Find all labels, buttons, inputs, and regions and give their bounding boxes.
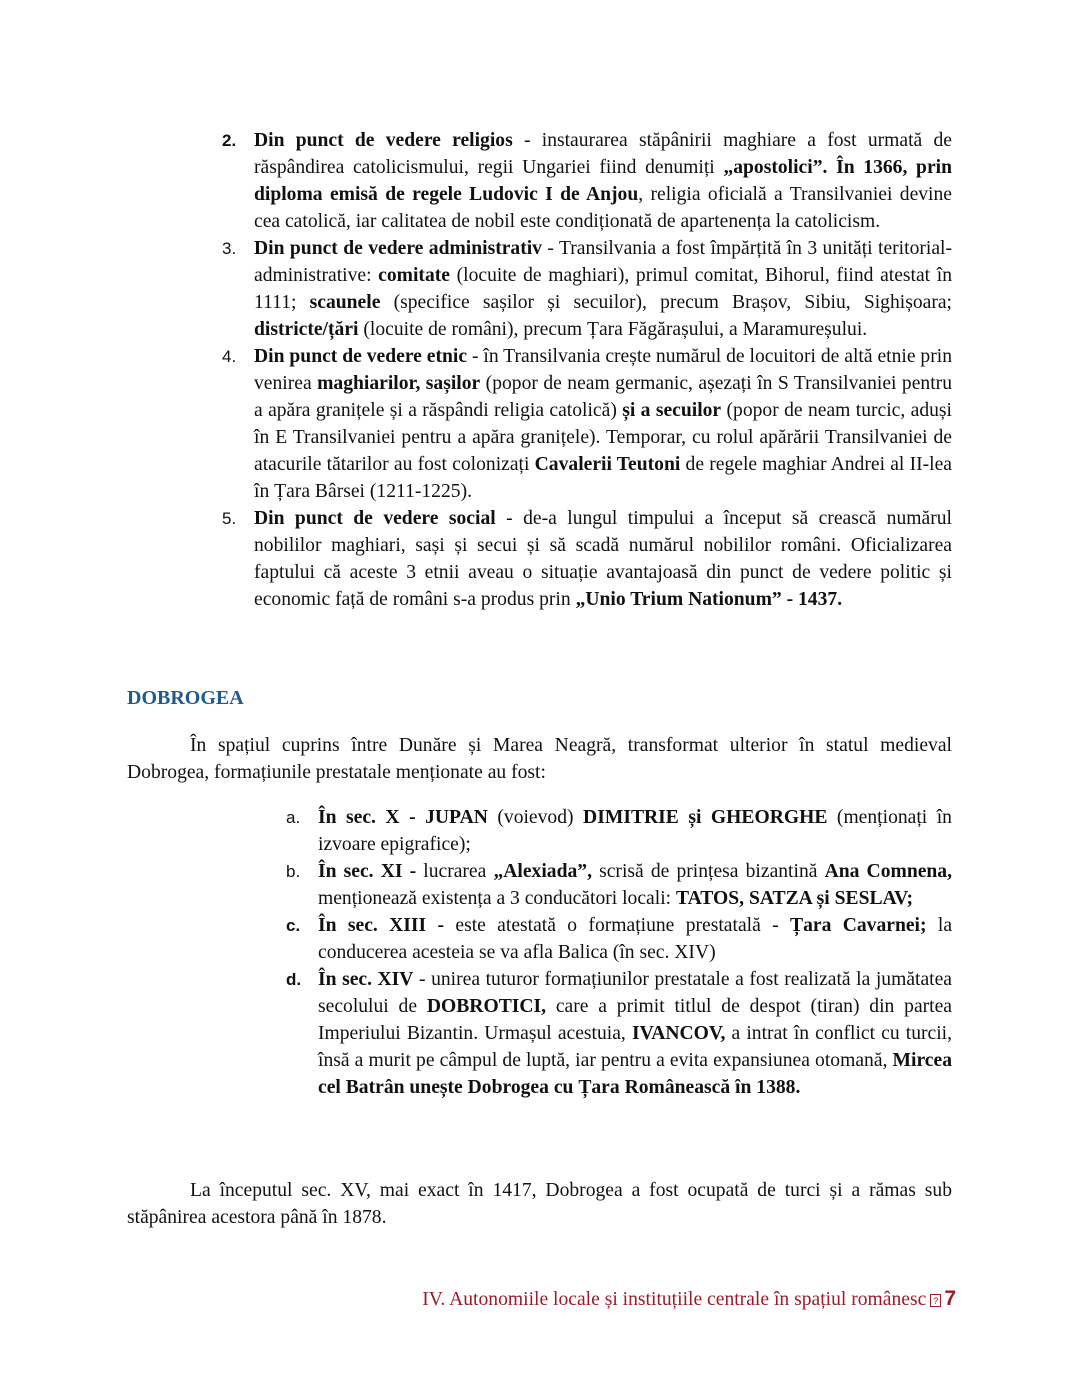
bold-text-segment: „Alexiada”,: [493, 861, 592, 882]
text-segment: la conducerea acesteia se va afla Balica (în sec. XIV): [318, 915, 953, 963]
list-marker: 2.: [222, 131, 237, 150]
dobrogea-closing-paragraph: [127, 1177, 952, 1231]
list-item: [286, 912, 953, 966]
page-footer: [422, 1287, 956, 1311]
page-number: 7: [944, 1287, 956, 1310]
list-item-text: [254, 130, 952, 232]
text-segment: de regele maghiar Andrei al II-lea în Țara Bârsei (1211-1225).: [254, 454, 952, 502]
text-segment: (popor de neam germanic, așezați în S Transilvaniei pentru a apăra granițele și a răspândi religia catolică): [254, 373, 952, 421]
list-item-text: [318, 915, 952, 963]
text-segment: scrisă de prințesa bizantină: [591, 861, 825, 882]
list-item: [286, 966, 953, 1101]
list-item-text: [254, 508, 952, 610]
intro-text: În spațiul cuprins între Dunăre și Marea Neagră, transformat ulterior în statul medieval Dobrogea, formațiunile prestatale menționate au fost:: [127, 735, 952, 783]
dobrogea-intro-paragraph: [127, 732, 952, 786]
text-segment: (popor de neam turcic, aduși în E Transilvaniei pentru a apăra granițele). Temporar, cu rolul apărării Transilvaniei de atacurile tătarilor au fost colonizați: [254, 400, 953, 475]
text-segment: , religia oficială a Transilvaniei devine cea catolică, iar calitatea de nobil este condiționată de apartenența la catolicism.: [254, 184, 952, 232]
bold-text-segment: În sec. XIV: [318, 969, 414, 990]
dobrogea-formations-list: [286, 804, 953, 1101]
bold-text-segment: Din punct de vedere religios: [254, 130, 513, 151]
text-segment: (voievod): [487, 807, 584, 828]
text-segment: - Transilvania a fost împărțită în 3 unități teritorial-administrative:: [254, 238, 952, 286]
list-marker: c.: [286, 916, 301, 935]
text-segment: (specifice sașilor și secuilor), precum Brașov, Sibiu, Sighișoara;: [380, 292, 952, 313]
text-segment: - unirea tuturor formațiunilor prestatale a fost realizată la jumătatea secolului de: [318, 969, 952, 1017]
bold-text-segment: „Unio Trium Nationum” - 1437.: [575, 589, 843, 610]
list-item: [222, 127, 952, 235]
text-segment: a intrat în conflict cu turcii, însă a murit pe câmpul de luptă, iar pentru a evita expansiunea otomană,: [318, 1023, 953, 1071]
list-item-text: [254, 238, 952, 340]
list-item-text: [318, 807, 952, 855]
bold-text-segment: comitate: [378, 265, 450, 286]
text-segment: care a primit titlul de despot (tiran) din partea Imperiului Bizantin. Urmașul acestuia,: [318, 996, 952, 1044]
chapter-title: IV. Autonomiile locale și instituțiile centrale în spațiul românesc: [422, 1289, 927, 1310]
bold-text-segment: DOBROTICI,: [426, 996, 547, 1017]
list-marker: b.: [286, 862, 301, 881]
list-item-text: [254, 346, 952, 502]
list-item: [286, 858, 953, 912]
list-item: [222, 235, 952, 343]
section-heading-dobrogea: DOBROGEA: [127, 687, 244, 709]
text-segment: - de-a lungul timpului a început să crească numărul nobililor maghiari, sași și secui și să scadă numărul nobililor români. Oficializarea faptului că aceste 3 etnii aveau o situație avantajoasă din punct de vedere politic și economic față de români s-a produs prin: [254, 508, 952, 610]
text-segment: menționează existența a 3 conducători locali:: [318, 888, 676, 909]
list-marker: a.: [286, 808, 301, 827]
bold-text-segment: În sec. X - JUPAN: [318, 807, 488, 828]
transilvania-aspects-list: [222, 127, 953, 613]
list-item-text: [318, 861, 952, 909]
bold-text-segment: IVANCOV,: [631, 1023, 726, 1044]
text-segment: (locuite de români), precum Țara Făgărașului, a Maramureșului.: [358, 319, 868, 340]
bold-text-segment: Din punct de vedere administrativ: [254, 238, 542, 259]
list-marker: d.: [286, 970, 302, 989]
bold-text-segment: maghiarilor, sașilor: [317, 373, 481, 394]
list-item: [222, 343, 953, 505]
text-segment: este atestată o formațiune prestatală -: [444, 915, 791, 936]
missing-glyph-separator-icon: ?: [930, 1294, 941, 1307]
bold-text-segment: TATOS, SATZA și SESLAV;: [675, 888, 914, 909]
text-segment: (menționați în izvoare epigrafice);: [318, 807, 952, 855]
bold-text-segment: Cavalerii Teutoni: [534, 454, 681, 475]
bold-text-segment: districte/țări: [254, 319, 359, 340]
list-item: [286, 804, 952, 858]
bold-text-segment: În sec. XIII -: [318, 915, 445, 936]
bold-text-segment: DIMITRIE și GHEORGHE: [583, 807, 828, 828]
list-item-text: [318, 969, 952, 1098]
text-segment: (locuite de maghiari), primul comitat, Bihorul, fiind atestat în 1111;: [254, 265, 952, 313]
text-segment: lucrarea: [416, 861, 494, 882]
list-item: [222, 505, 952, 613]
bold-text-segment: Mircea cel Batrân unește Dobrogea cu Țara Românească în 1388.: [318, 1050, 952, 1098]
bold-text-segment: Ana Comnena,: [824, 861, 953, 882]
bold-text-segment: și a secuilor: [622, 400, 722, 421]
list-marker: 5.: [222, 509, 237, 528]
bold-text-segment: „apostolici”. În 1366, prin diploma emisă de regele Ludovic I de Anjou: [254, 157, 952, 205]
text-segment: - în Transilvania crește numărul de locuitori de altă etnie prin venirea: [254, 346, 952, 394]
bold-text-segment: Țara Cavarnei;: [790, 915, 927, 936]
list-marker: 3.: [222, 239, 237, 258]
list-marker: 4.: [222, 347, 237, 366]
closing-text: La începutul sec. XV, mai exact în 1417, Dobrogea a fost ocupată de turci și a rămas sub stăpânirea acestora până în 1878.: [127, 1180, 952, 1228]
text-segment: - instaurarea stăpânirii maghiare a fost urmată de răspândirea catolicismului, regii Ungariei fiind denumiți: [254, 130, 952, 178]
bold-text-segment: Din punct de vedere social: [254, 508, 496, 529]
bold-text-segment: Din punct de vedere etnic: [254, 346, 468, 367]
bold-text-segment: scaunele: [309, 292, 381, 313]
bold-text-segment: În sec. XI -: [318, 861, 417, 882]
